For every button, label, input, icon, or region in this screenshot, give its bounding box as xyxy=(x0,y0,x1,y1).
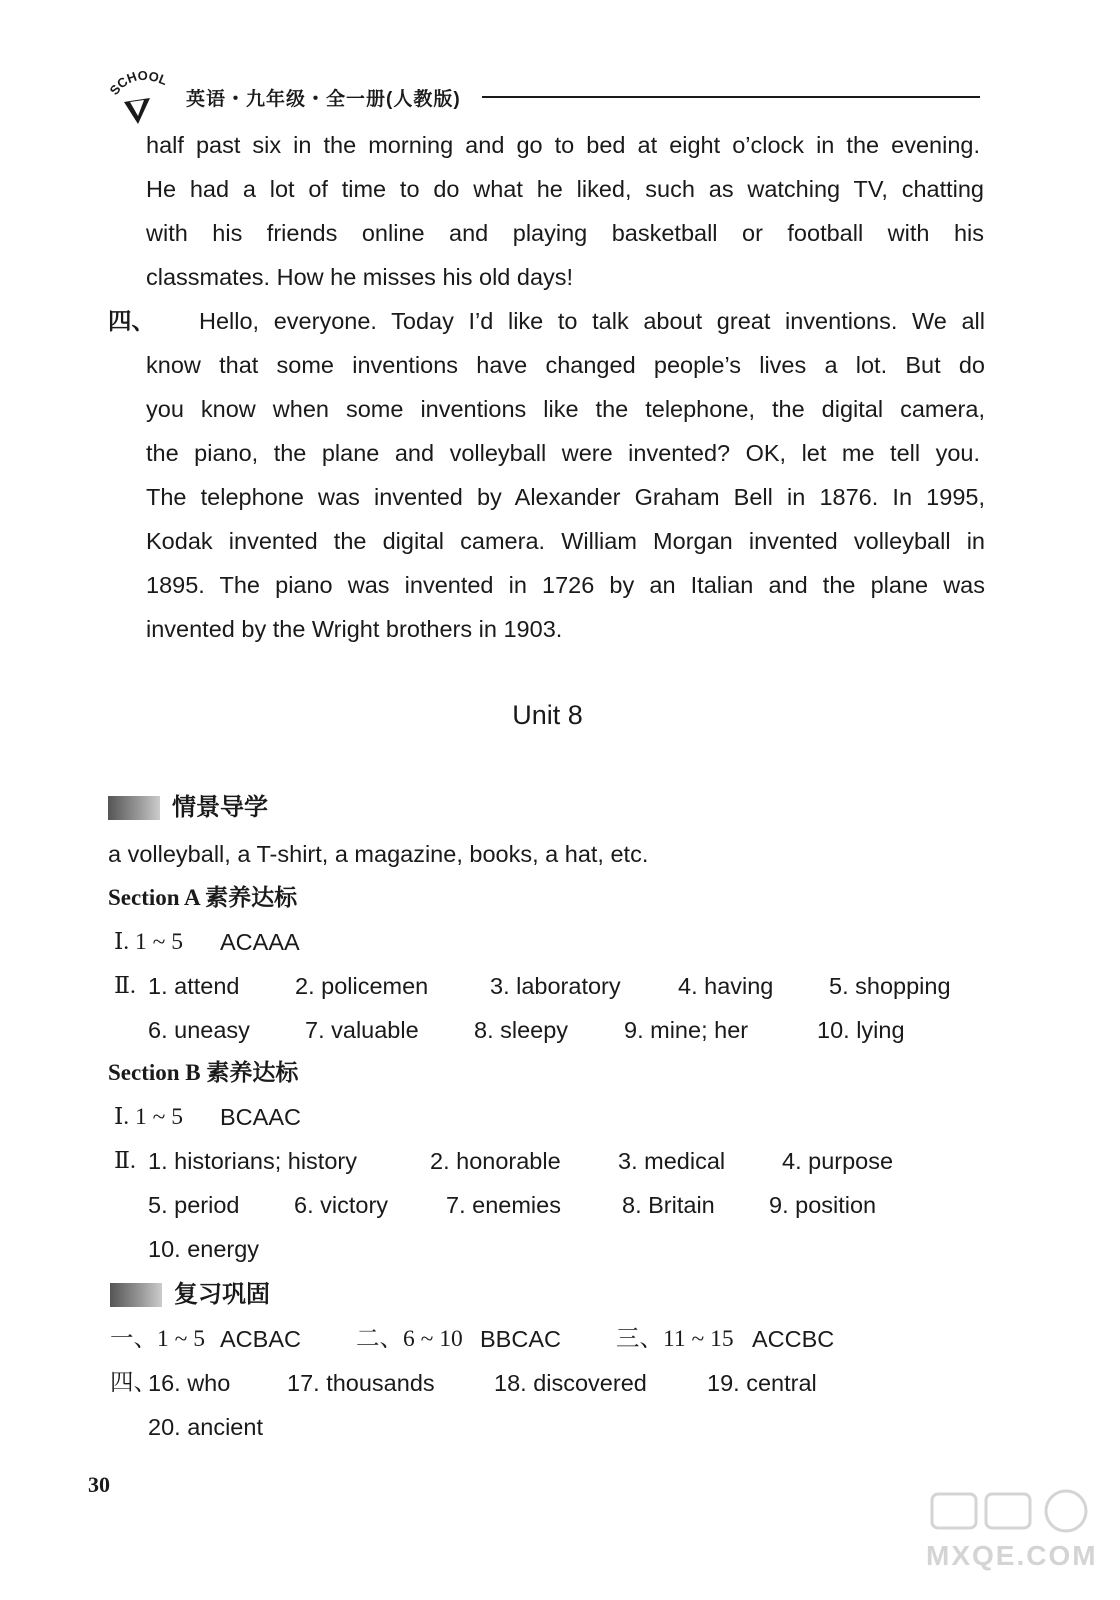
part-label: 二、6 ~ 10 xyxy=(356,1326,463,1352)
answer-item: 2. policemen xyxy=(295,973,429,999)
header-title: 英语・九年级・全一册(人教版) xyxy=(186,89,461,110)
intro-answer: a volleyball, a T-shirt, a magazine, books, a hat, etc. xyxy=(108,841,649,867)
part-label: Ⅱ. xyxy=(114,1148,136,1174)
page-number: 30 xyxy=(88,1472,110,1497)
passage-line: The telephone was invented by Alexander Graham Bell in 1876. In 1995, xyxy=(146,484,985,510)
passage-line: know that some inventions have changed people’s lives a lot. But do xyxy=(146,352,985,378)
part-label: Ⅰ. 1 ~ 5 xyxy=(114,1104,183,1130)
section-b-title: Section B 素养达标 xyxy=(108,1060,299,1085)
answer-item: 2. honorable xyxy=(430,1148,561,1174)
section-marker-icon xyxy=(108,796,160,820)
section-a-title: Section A 素养达标 xyxy=(108,885,298,910)
section-marker-icon xyxy=(110,1283,162,1307)
answer-item: 9. mine; her xyxy=(624,1017,749,1043)
answer-item: 9. position xyxy=(769,1192,877,1218)
passage-line: you know when some inventions like the telephone, the digital camera, xyxy=(146,396,985,422)
part-label: 一、1 ~ 5 xyxy=(110,1326,205,1352)
answer-item: 7. valuable xyxy=(305,1017,419,1043)
answer-item: 6. uneasy xyxy=(148,1017,250,1043)
part-label: Ⅰ. 1 ~ 5 xyxy=(114,929,183,955)
answer-item: 8. sleepy xyxy=(474,1017,569,1043)
answer-item: 20. ancient xyxy=(148,1414,263,1440)
answer-item: 18. discovered xyxy=(494,1370,647,1396)
answer-item: 4. having xyxy=(678,973,774,999)
logo-text: SCHOOL xyxy=(106,67,170,98)
passage-marker: 四、 xyxy=(108,308,155,334)
part-label: 四、 xyxy=(110,1370,157,1396)
answer-item: 3. laboratory xyxy=(490,973,621,999)
answer-letters: ACCBC xyxy=(752,1326,835,1352)
answer-item: 6. victory xyxy=(294,1192,389,1218)
answer-letters: ACAAA xyxy=(220,929,300,955)
passage-line: Kodak invented the digital camera. William Morgan invented volleyball in xyxy=(146,528,985,554)
watermark-text: MXQE.COM xyxy=(926,1540,1098,1571)
answer-letters: BBCAC xyxy=(480,1326,561,1352)
answer-item: 5. shopping xyxy=(829,973,951,999)
answer-item: 17. thousands xyxy=(287,1370,435,1396)
section-title-intro: 情景导学 xyxy=(172,794,268,821)
passage-line: with his friends online and playing basketball or football with his xyxy=(146,220,984,246)
part-label: 三、11 ~ 15 xyxy=(616,1326,734,1352)
answer-letters: BCAAC xyxy=(220,1104,301,1130)
part-label: Ⅱ. xyxy=(114,973,136,999)
school-logo xyxy=(100,62,170,128)
passage-line: Hello, everyone. Today I’d like to talk about great inventions. We all xyxy=(199,308,985,334)
answer-item: 1. historians; history xyxy=(148,1148,357,1174)
section-title-review: 复习巩固 xyxy=(174,1281,270,1308)
answer-item: 1. attend xyxy=(148,973,240,999)
passage-line: the piano, the plane and volleyball were invented? OK, let me tell you. xyxy=(146,440,980,466)
answer-item: 8. Britain xyxy=(622,1192,715,1218)
answer-item: 3. medical xyxy=(618,1148,726,1174)
passage-line: classmates. How he misses his old days! xyxy=(146,264,574,290)
answer-item: 10. lying xyxy=(817,1017,905,1043)
answer-item: 10. energy xyxy=(148,1236,260,1262)
passage-line: 1895. The piano was invented in 1726 by an Italian and the plane was xyxy=(146,572,985,598)
answer-item: 5. period xyxy=(148,1192,240,1218)
svg-text:SCHOOL xyxy=(107,68,170,98)
answer-letters: ACBAC xyxy=(220,1326,301,1352)
header-rule xyxy=(482,96,980,98)
answer-item: 19. central xyxy=(707,1370,817,1396)
answer-item: 7. enemies xyxy=(446,1192,561,1218)
answer-item: 16. who xyxy=(148,1370,231,1396)
passage-line: invented by the Wright brothers in 1903. xyxy=(146,616,563,642)
unit-title: Unit 8 xyxy=(512,700,583,730)
passage-line: half past six in the morning and go to bed at eight o’clock in the evening. xyxy=(146,132,980,158)
passage-line: He had a lot of time to do what he liked, such as watching TV, chatting xyxy=(146,176,984,202)
answer-item: 4. purpose xyxy=(782,1148,894,1174)
watermark-seal-icon xyxy=(930,1486,1100,1534)
